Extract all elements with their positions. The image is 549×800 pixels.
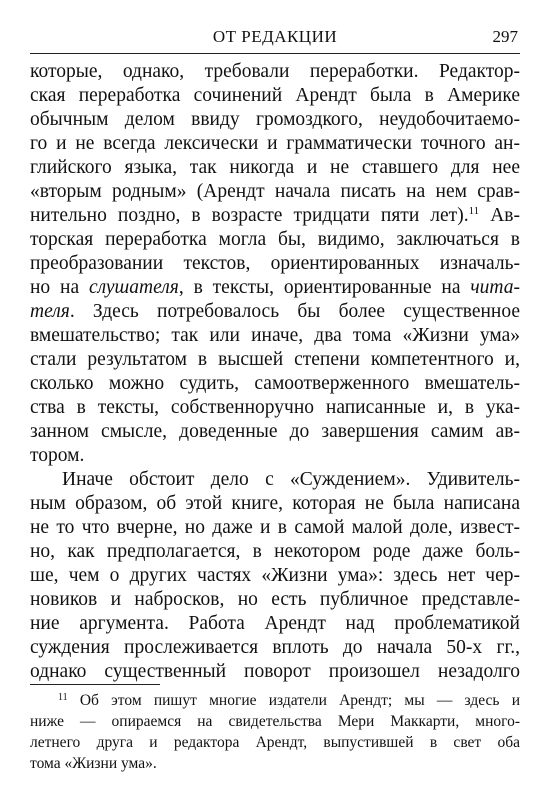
text-line: которые, однако, требовали переработки. Редактор- [30, 61, 520, 82]
text-segment: Ав- [479, 205, 520, 226]
footnote-line: летнего друга и редактора Арендт, выпустившей в свет оба [30, 734, 520, 751]
text-line: занном смысле, доведенные до завершения самим ав- [30, 421, 520, 442]
text-line: но, как предполагается, в некотором роде даже боль- [30, 541, 520, 562]
text-line: торская переработка могла бы, видимо, заключаться в [30, 229, 520, 250]
text-line [30, 300, 520, 324]
text-line: преобразовании текстов, ориентированных изначаль- [30, 253, 520, 274]
text-line: новиков и набросков, но есть публичное представле- [30, 589, 520, 610]
text-line: глийского языка, так никогда и не ставшего для нее [30, 157, 520, 178]
text-line [30, 204, 520, 228]
footnote-rule [30, 684, 160, 685]
running-head-title: ОТ РЕДАКЦИИ [212, 27, 338, 46]
text-line: не то что вчерне, но даже и в самой малой доле, извест- [30, 517, 520, 538]
text-line [30, 276, 520, 300]
text-line: стали результатом в высшей степени компетентного и, [30, 349, 520, 370]
text-line: сколько можно судить, самоотверженного вмешатель- [30, 373, 520, 394]
italic-word: теля [30, 301, 70, 322]
italic-word: слушателя [89, 277, 179, 298]
footnote-reference[interactable]: 11 [468, 205, 480, 217]
text-line: ным образом, об этой книге, которая не была написана [30, 493, 520, 514]
text-segment: но на [30, 277, 89, 298]
text-segment: нительно поздно, в возрасте тридцати пяти лет). [30, 205, 469, 226]
main-text [30, 60, 520, 684]
footnote-line: тома «Жизни ума». [30, 755, 157, 772]
text-line: тором. [30, 445, 85, 466]
footnote-line: ниже — опираемся на свидетельства Мери Маккарти, много- [30, 713, 520, 730]
footnote-line [30, 690, 520, 711]
text-line: ше, чем о других частях «Жизни ума»: здесь нет чер- [30, 565, 520, 586]
text-segment: . Здесь потребовалось бы более существенное [69, 301, 520, 322]
text-line: «вторым родным» (Арендт начала писать на нем срав- [30, 181, 520, 202]
text-line: однако существенный поворот произошел незадолго [30, 661, 520, 682]
text-line: вмешательство; так или иначе, два тома «Жизни ума» [30, 325, 520, 346]
header-rule [30, 53, 520, 54]
footnote [30, 690, 520, 774]
text-line: суждения прослеживается вплоть до начала 50-х гг., [30, 637, 520, 658]
text-line: ства в тексты, собственноручно написанные и, в ука- [30, 397, 520, 418]
text-segment: , в тексты, ориентированные на [178, 277, 471, 298]
page-number: 297 [492, 27, 518, 46]
footnote-number: 11 [58, 692, 68, 703]
text-segment: Об этом пишут многие издатели Арендт; мы — здесь и [67, 692, 520, 709]
text-line: Иначе обстоит дело с «Суждением». Удивитель- [62, 469, 520, 490]
running-header [30, 26, 520, 48]
text-line: го и не всегда лексически и грамматически точного ан- [30, 133, 520, 154]
text-line: обычным делом ввиду громоздкого, неудобочитаемо- [30, 109, 520, 130]
text-line: ние аргумента. Работа Арендт над проблематикой [30, 613, 520, 634]
text-line: ская переработка сочинений Арендт была в Америке [30, 85, 520, 106]
italic-word: чита- [470, 277, 520, 298]
